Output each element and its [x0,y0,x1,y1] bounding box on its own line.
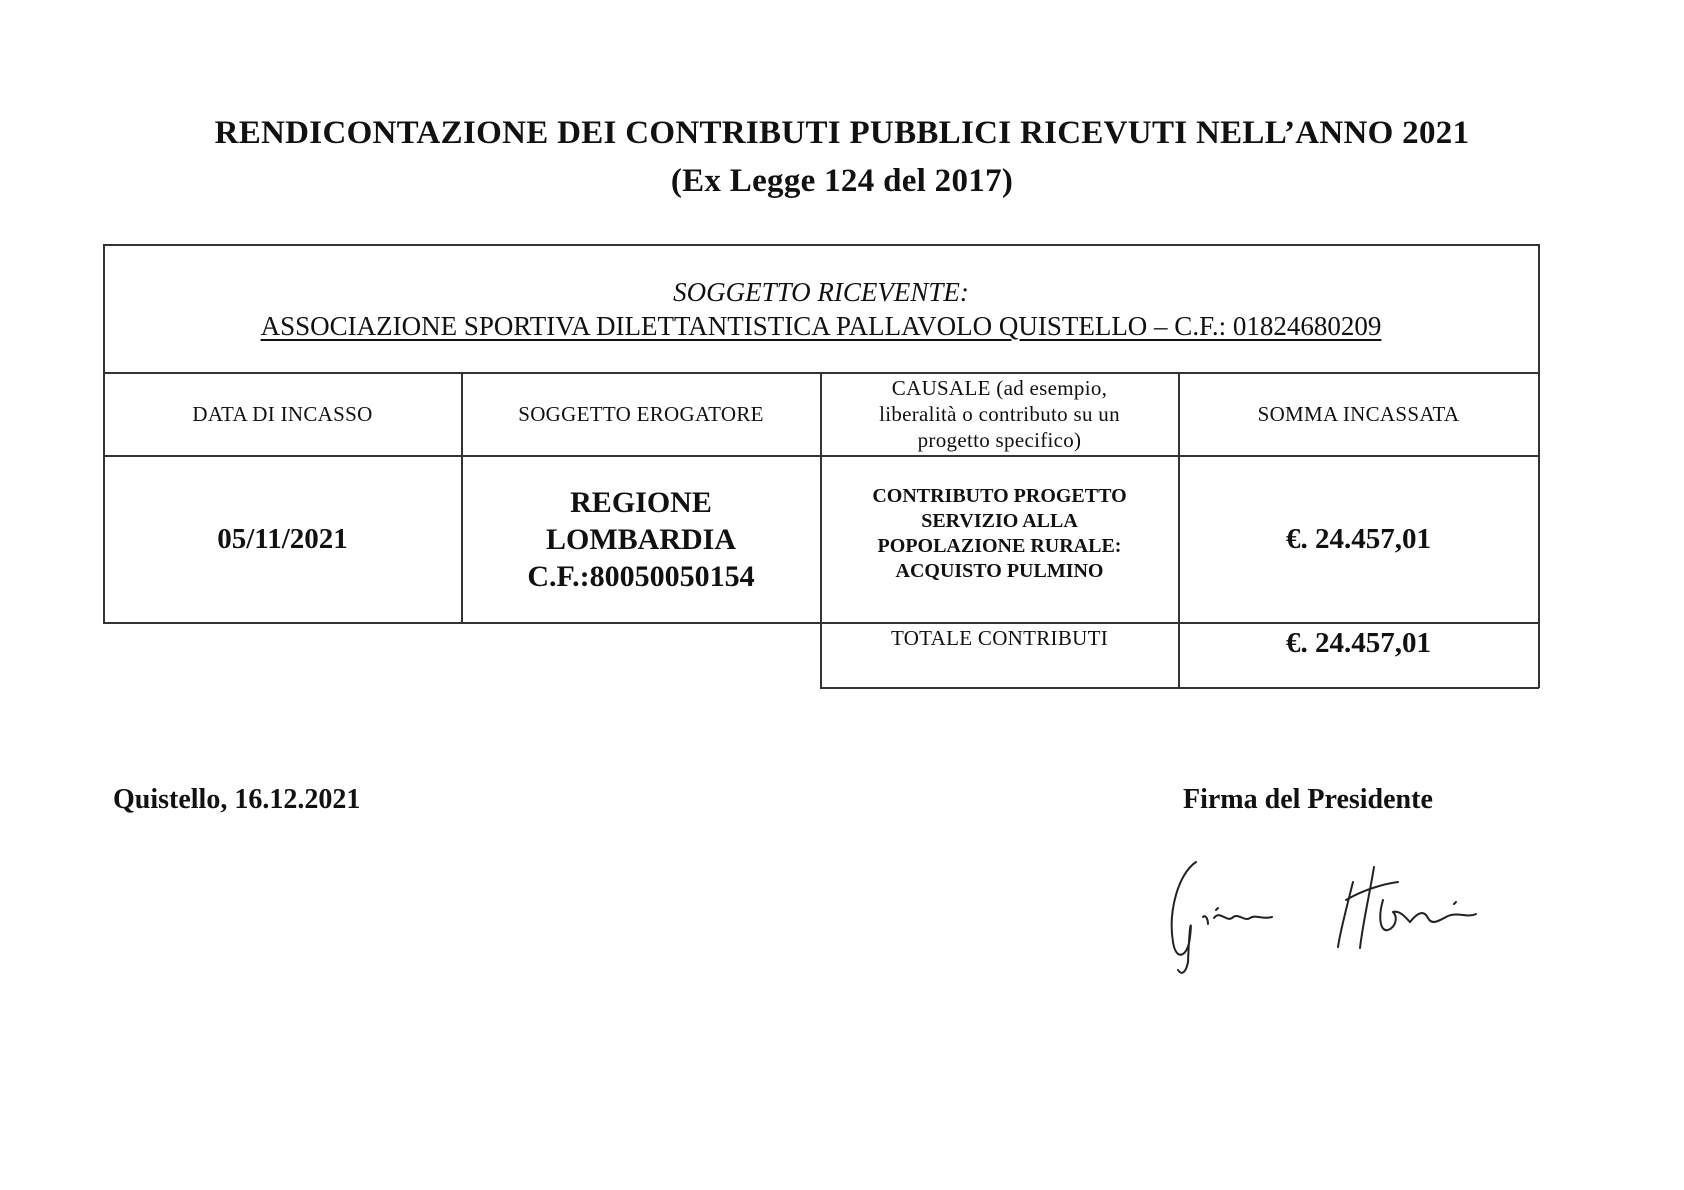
causale-line: CONTRIBUTO PROGETTO [872,485,1127,507]
header-date: DATA DI INCASSO [192,402,373,426]
place-date: Quistello, 16.12.2021 [113,784,361,815]
signature-label: Firma del Presidente [1183,784,1433,815]
row-donor [462,456,820,622]
recipient-name: ASSOCIAZIONE SPORTIVA DILETTANTISTICA PALLAVOLO QUISTELLO – C.F.: 01824680209 [260,310,1382,341]
header-causale-line: liberalità o contributo su un [879,402,1120,426]
document-title: RENDICONTAZIONE DEI CONTRIBUTI PUBBLICI RICEVUTI NELL’ANNO 2021 [214,115,1470,151]
header-amount: SOMMA INCASSATA [1257,402,1460,426]
donor-line: REGIONE [570,485,712,519]
causale-line: POPOLAZIONE RURALE: [877,535,1122,557]
document-subtitle: (Ex Legge 124 del 2017) [670,163,1014,199]
recipient-label: SOGGETTO RICEVENTE: [673,276,969,307]
causale-line: SERVIZIO ALLA [921,510,1078,532]
recipient-box [104,245,1538,372]
causale-line: ACQUISTO PULMINO [895,560,1104,582]
total-amount: €. 24.457,01 [1286,626,1431,659]
donor-line: C.F.:80050050154 [527,559,755,593]
donor-line: LOMBARDIA [545,522,736,556]
row-causale [821,456,1178,622]
header-causale-line: CAUSALE (ad esempio, [891,376,1108,400]
total-label: TOTALE CONTRIBUTI [890,625,1109,650]
header-donor: SOGGETTO EROGATORE [518,402,764,426]
row-amount: €. 24.457,01 [1286,522,1431,555]
signature-image [1148,822,1518,982]
row-date: 05/11/2021 [217,522,348,555]
header-causale-line: progetto specifico) [917,428,1082,452]
signature-text: Gianni Messori [1148,823,1155,824]
header-causale [821,373,1178,455]
